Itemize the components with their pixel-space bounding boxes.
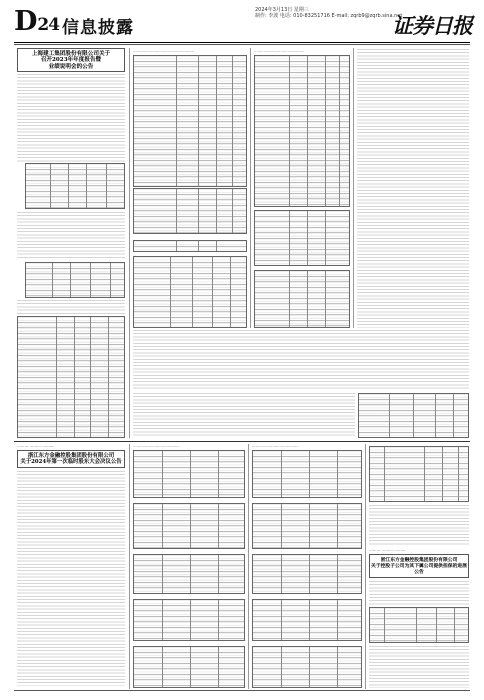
section-divider — [14, 441, 470, 442]
stock-code-line: ……… ……… ……… — [17, 443, 54, 448]
page-header — [0, 0, 484, 46]
announcement-company: 上海建工集团股份有限公司关于 — [31, 51, 111, 57]
text-column — [17, 74, 125, 162]
header-rule — [14, 42, 470, 43]
data-table — [133, 646, 245, 688]
data-table — [17, 316, 125, 438]
issue-date: 2024年3月13日 星期三 — [255, 7, 309, 13]
text-column — [369, 646, 469, 688]
data-table — [133, 450, 245, 498]
text-column — [17, 471, 125, 686]
announcement-title-line: 业绩说明会的公告 — [48, 63, 94, 70]
data-table — [133, 554, 245, 594]
text-column — [133, 330, 469, 390]
announcement-title-line: 召开2023年年度报告暨 — [40, 57, 102, 64]
newspaper-logo: 证券日报 — [392, 13, 472, 38]
data-table — [369, 607, 469, 643]
text-column — [369, 581, 469, 605]
data-table — [252, 646, 362, 688]
data-table — [133, 55, 247, 187]
stock-code-line: ……… ……… ……… — [369, 547, 406, 552]
section-badge: D24 — [14, 6, 60, 37]
footer-rule — [14, 690, 470, 691]
data-table — [254, 210, 350, 266]
announcement-company: 浙江东方金融控股集团股份有限公司 — [27, 453, 115, 459]
data-table — [254, 270, 350, 328]
data-table — [133, 503, 245, 549]
header-rule-thin — [14, 44, 470, 45]
data-table — [252, 503, 362, 549]
data-table — [252, 554, 362, 594]
announcement-title-line: 关于控股子公司为其下属公司提供担保的进展 — [371, 563, 467, 569]
table-caption: ………………………………… — [133, 444, 180, 448]
data-table — [252, 599, 362, 641]
table-caption: …………………………………………… — [133, 49, 195, 53]
text-column — [133, 393, 355, 438]
announcement-title-box — [369, 554, 469, 578]
text-column — [17, 300, 125, 314]
data-table — [254, 55, 350, 207]
section-title: 信息披露 — [62, 18, 134, 38]
announcement-title-box — [17, 48, 125, 72]
data-table — [25, 262, 125, 298]
data-table — [133, 256, 247, 328]
data-table — [358, 393, 469, 438]
announcement-title-line: 公告 — [414, 569, 424, 575]
data-table — [252, 450, 362, 498]
editor-contact: 制作: 李波 电话: 010-83251716 E-mail: zqrb9@zqrb.sina.net — [255, 13, 403, 19]
data-table — [25, 163, 125, 209]
text-column — [357, 49, 469, 328]
table-caption: …………………………………… — [254, 49, 305, 53]
data-table — [369, 446, 469, 502]
data-table — [133, 240, 247, 252]
text-column — [369, 505, 469, 545]
announcement-title-box — [17, 450, 125, 468]
data-table — [133, 599, 245, 641]
table-caption: ………………………………… — [252, 444, 299, 448]
data-table — [133, 188, 247, 234]
text-column — [17, 212, 125, 260]
announcement-title-line: 关于2024年第一次临时股东大会决议公告 — [20, 459, 122, 466]
announcement-company: 浙江东方金融控股集团股份有限公司 — [380, 557, 458, 563]
